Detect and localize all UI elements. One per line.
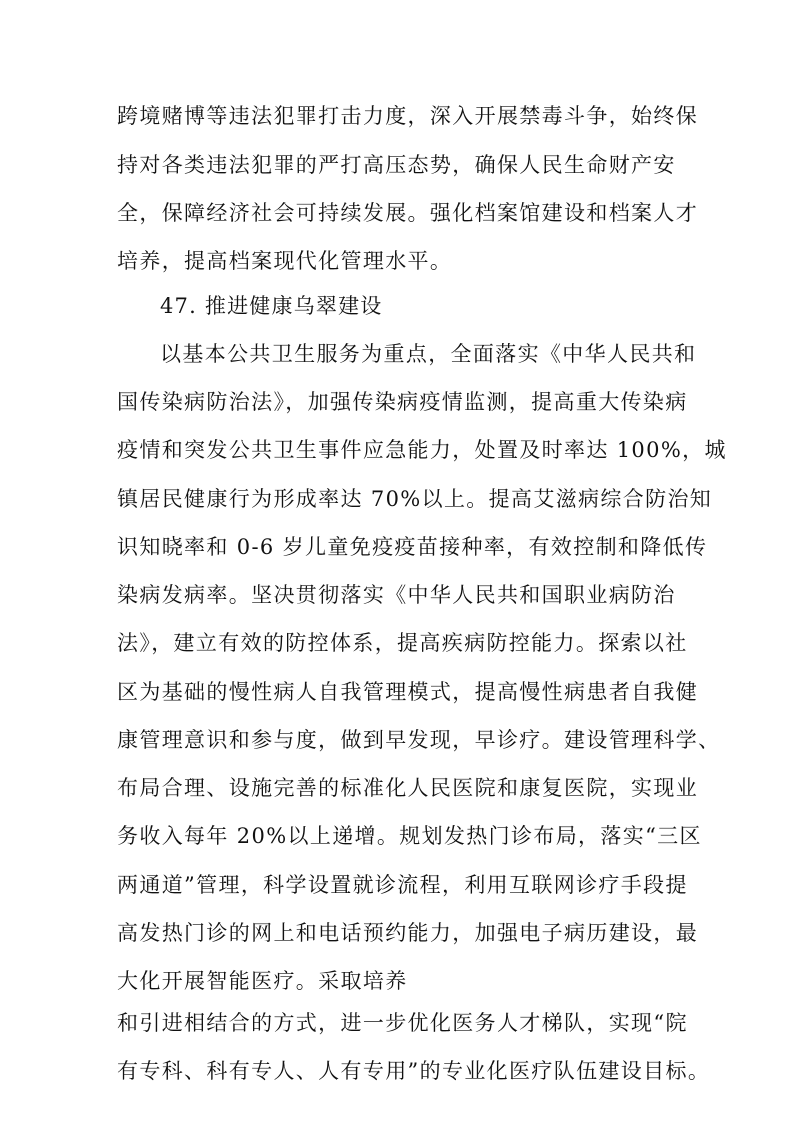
text-line: 布局合理、设施完善的标准化人民医院和康复医院，实现业 xyxy=(117,776,699,800)
text-line: 有专科、科有专人、人有专用”的专业化医疗队伍建设目标。 xyxy=(117,1059,711,1083)
text-line: 培养，提高档案现代化管理水平。 xyxy=(117,249,453,273)
section-47-title: 47. 推进健康乌翠建设 xyxy=(160,294,383,318)
text-line: 国传染病防治法》，加强传染病疫情监测，提高重大传染病 xyxy=(117,390,688,414)
text-line: 高发热门诊的网上和电话预约能力，加强电子病历建设，最 xyxy=(117,921,699,945)
text-line: 跨境赌博等违法犯罪打击力度，深入开展禁毒斗争，始终保 xyxy=(117,104,699,128)
text-line: 康管理意识和参与度，做到早发现，早诊疗。建设管理科学、 xyxy=(117,728,721,752)
text-line: 和引进相结合的方式，进一步优化医务人才梯队，实现“院 xyxy=(117,1011,688,1035)
text-line: 以基本公共卫生服务为重点，全面落实《中华人民共和 xyxy=(160,342,697,366)
text-line: 两通道”管理，科学设置就诊流程，利用互联网诊疗手段提 xyxy=(117,873,688,897)
text-line: 疫情和突发公共卫生事件应急能力，处置及时率达 100%，城 xyxy=(117,438,727,462)
text-line: 染病发病率。坚决贯彻落实《中华人民共和国职业病防治 xyxy=(117,583,676,607)
text-line: 务收入每年 20%以上递增。规划发热门诊布局，落实“三区 xyxy=(117,824,702,848)
text-line: 大化开展智能医疗。采取培养 xyxy=(117,969,408,993)
text-line: 识知晓率和 0-6 岁儿童免疫疫苗接种率，有效控制和降低传 xyxy=(117,535,708,559)
text-line: 持对各类违法犯罪的严打高压态势，确保人民生命财产安 xyxy=(117,153,676,177)
text-line: 全，保障经济社会可持续发展。强化档案馆建设和档案人才 xyxy=(117,201,699,225)
text-line: 区为基础的慢性病人自我管理模式，提高慢性病患者自我健 xyxy=(117,680,699,704)
text-line: 镇居民健康行为形成率达 70%以上。提高艾滋病综合防治知 xyxy=(117,487,713,511)
text-line: 法》，建立有效的防控体系，提高疾病防控能力。探索以社 xyxy=(117,631,688,655)
